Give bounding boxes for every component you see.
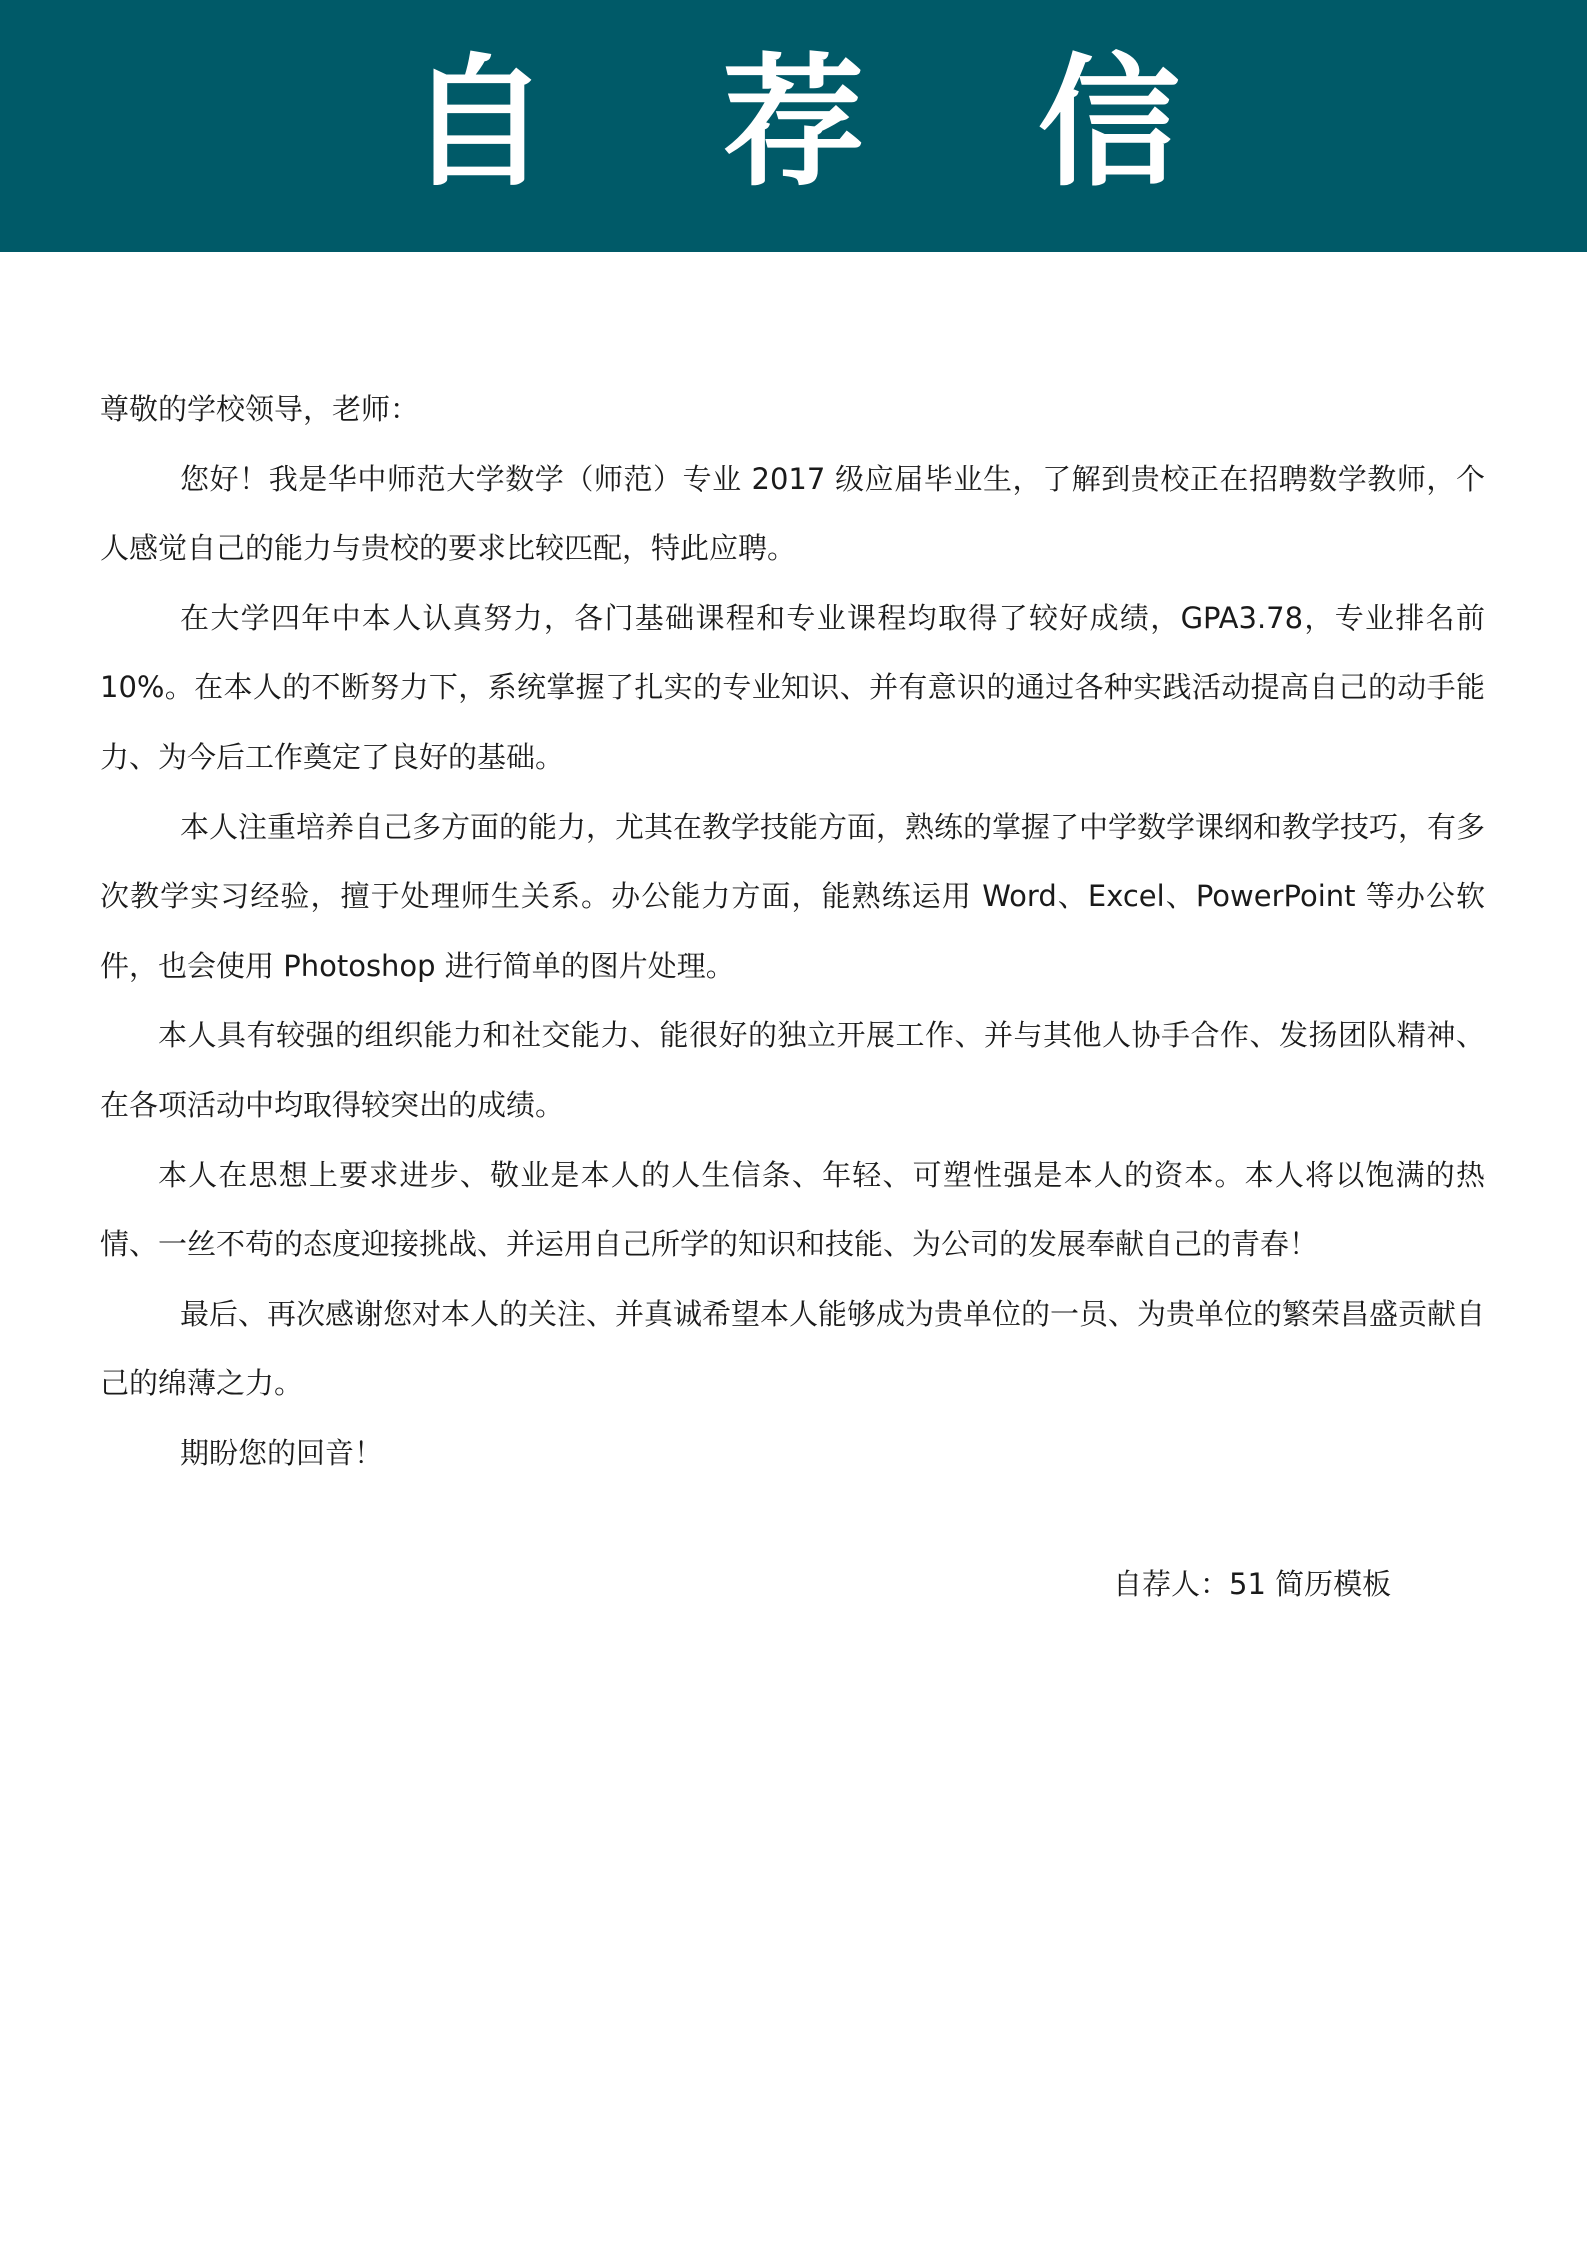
paragraph-attitude: 本人在思想上要求进步、敬业是本人的人生信条、年轻、可塑性强是本人的资本。本人将以饱满的热情、一丝不苟的态度迎接挑战、并运用自己所学的知识和技能、为公司的发展奉献自己的青春！ — [100, 1157, 1485, 1262]
letter-body — [100, 375, 1485, 1489]
page-title: 自 荐 信 — [407, 41, 1242, 206]
closing-line: 期盼您的回音！ — [180, 1435, 384, 1470]
signature: 自荐人：51 简历模板 — [1113, 1567, 1392, 1601]
paragraph-skills: 本人注重培养自己多方面的能力，尤其在教学技能方面，熟练的掌握了中学数学课纲和教学技巧，有多次教学实习经验，擅于处理师生关系。办公能力方面，能熟练运用 Word、Excel、PowerPoint 等办公软件，也会使用 Photoshop 进行简单的图片处理。 — [100, 809, 1486, 983]
paragraph-intro: 您好！我是华中师范大学数学（师范）专业 2017 级应届毕业生，了解到贵校正在招聘数学教师，个人感觉自己的能力与贵校的要求比较匹配，特此应聘。 — [100, 461, 1485, 566]
paragraph-thanks: 最后、再次感谢您对本人的关注、并真诚希望本人能够成为贵单位的一员、为贵单位的繁荣昌盛贡献自己的绵薄之力。 — [100, 1296, 1486, 1401]
paragraph-teamwork: 本人具有较强的组织能力和社交能力、能很好的独立开展工作、并与其他人协手合作、发扬团队精神、在各项活动中均取得较突出的成绩。 — [100, 1018, 1485, 1122]
salutation: 尊敬的学校领导，老师： — [100, 392, 420, 426]
paragraph-academics: 在大学四年中本人认真努力，各门基础课程和专业课程均取得了较好成绩，GPA3.78，专业排名前 10%。在本人的不断努力下，系统掌握了扎实的专业知识、并有意识的通过各种实践活动提高自己的动手能力、为今后工作奠定了良好的基础。 — [100, 600, 1485, 774]
